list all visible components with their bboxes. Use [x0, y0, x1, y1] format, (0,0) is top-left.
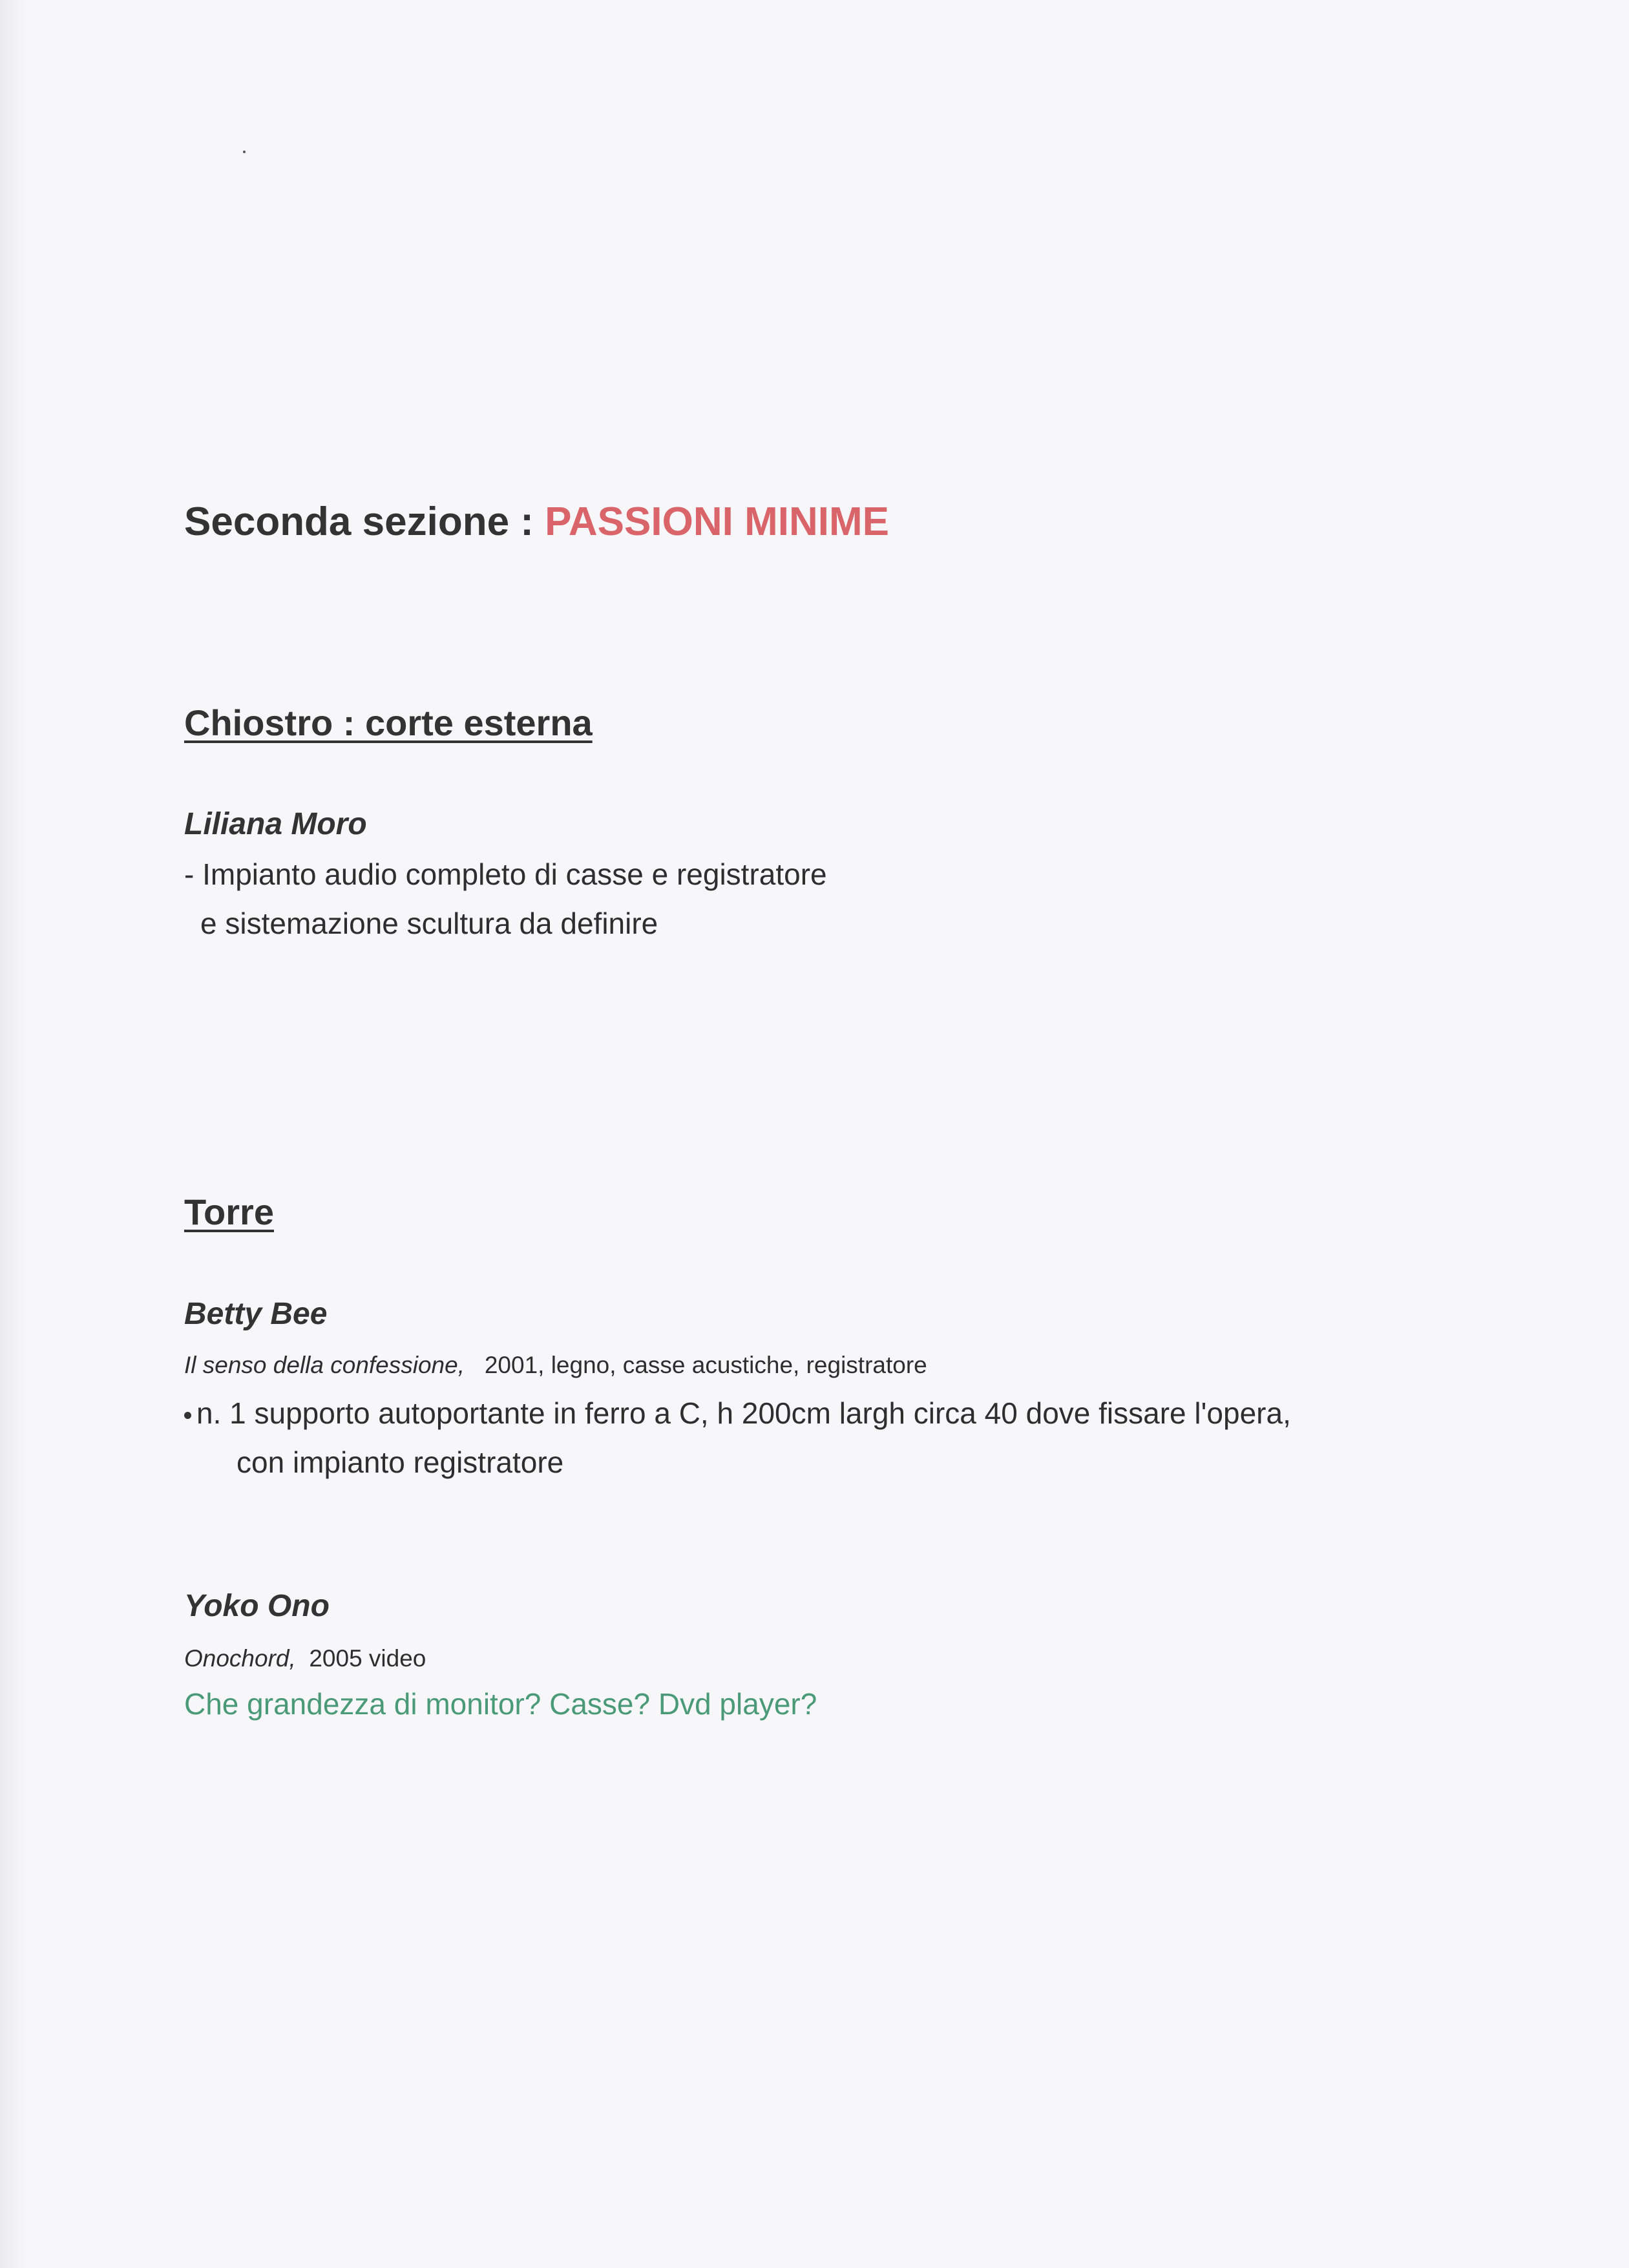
heading-chiostro: Chiostro : corte esterna: [184, 702, 593, 743]
liliana-moro-line-2: e sistemazione scultura da definire: [200, 907, 658, 940]
yoko-ono-question: Che grandezza di monitor? Casse? Dvd player?: [184, 1687, 817, 1721]
artist-liliana-moro: Liliana Moro: [184, 807, 367, 841]
betty-bee-bullet-line-2: con impianto registratore: [236, 1445, 564, 1479]
bullet-icon: [184, 1412, 191, 1419]
scan-speck: [243, 151, 246, 153]
section-title: [184, 499, 889, 545]
liliana-moro-line-1: - Impianto audio completo di casse e registratore: [184, 857, 827, 891]
scan-edge: [0, 0, 27, 2268]
heading-torre: Torre: [184, 1192, 274, 1232]
yoko-ono-work: [184, 1645, 426, 1672]
betty-bee-bullet: [184, 1396, 1291, 1431]
section-name: PASSIONI MINIME: [545, 499, 889, 544]
artist-betty-bee: Betty Bee: [184, 1297, 328, 1331]
yoko-ono-work-title: Onochord,: [184, 1645, 296, 1672]
betty-bee-bullet-line-1: n. 1 supporto autoportante in ferro a C, h 200cm largh circa 40 dove fissare l'opera,: [196, 1396, 1291, 1430]
yoko-ono-work-details: 2005 video: [309, 1645, 426, 1672]
section-prefix: Seconda sezione :: [184, 499, 545, 544]
artist-yoko-ono: Yoko Ono: [184, 1589, 330, 1623]
betty-bee-work: [184, 1352, 927, 1379]
betty-bee-work-details: 2001, legno, casse acustiche, registratore: [484, 1352, 927, 1378]
betty-bee-work-title: Il senso della confessione,: [184, 1352, 465, 1378]
